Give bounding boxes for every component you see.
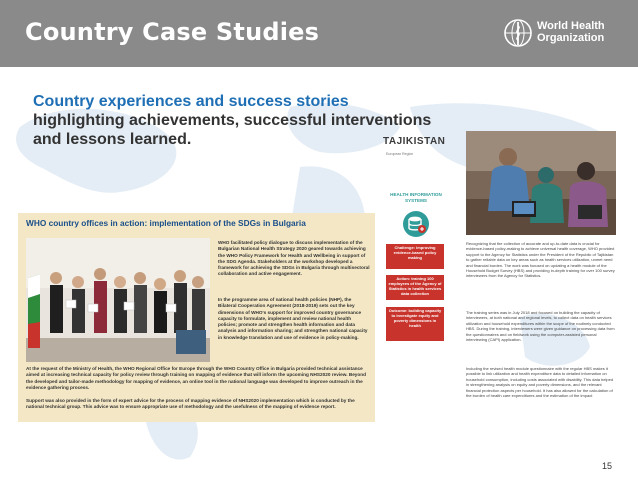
bulgaria-paragraph-4: Support was also provided in the form of expert advice for the process of mapping evidence of NHS2020 implementation which is conducted by the national technical group. This advice was to ensure appropriate use of methodology and the usefulness of the mapping of evidence report. — [26, 398, 355, 410]
lead-line-3: and lessons learned. — [33, 131, 192, 148]
bulgaria-title: WHO country offices in action: implementation of the SDGs in Bulgaria — [26, 218, 306, 228]
organization-name-line2: Organization — [537, 32, 605, 44]
bulgaria-paragraph-2: In the programme area of national health policies (NHP), the Bilateral Cooperation Agreement (2018-2019) sets out the key dimensions of WHO's support for improved country governance capacity to formulate, implement and review national health policies; promote and strengthen health information and data analysis and information sharing; and strengthen national capacity in knowledge translation and use of evidence in policy-making. — [218, 297, 368, 340]
bulgaria-paragraph-3: At the request of the Ministry of Health, the WHO Regional Office for Europe through the WHO Country Office in Bulgaria provided technical assistance aimed at increasing technical capacity for policy review through training on mapping of evidence that will inform the upcoming NHS2020 review. Beyond the developed and tailor-made methodology for mapping of evidence, an online tool in the national language was developed to improve outreach in the evidence gathering process. — [26, 366, 367, 390]
tajikistan-training-photo — [466, 131, 616, 235]
challenge-box: Challenge: improving evidence-based policy making — [386, 244, 444, 269]
his-title: HEALTH INFORMATION SYSTEMS — [390, 192, 442, 203]
slide-title: Country Case Studies — [25, 18, 320, 46]
organization-name — [537, 20, 605, 44]
bulgaria-workshop-photo — [26, 238, 210, 362]
tajikistan-title: TAJIKISTAN — [383, 136, 446, 147]
tajikistan-subtitle: European Region — [386, 152, 414, 156]
tajikistan-paragraph-3: Including the revised health module questionnaire with the regular HBS makes it possible to link utilization and health expenditure data to detailed information on household consumption, including costs associated with disability. This data helped in strengthening analysis on equity and poverty dimensions, and the relevant financial protection aspects per household. It has also allowed for the calculation of the burden of health care expenditures and the estimation of the impact — [466, 366, 614, 399]
outcome-box: Outcome: building capacity to investigate equity and poverty dimensions in health — [386, 307, 444, 341]
page-number: 15 — [602, 461, 613, 471]
tajikistan-paragraph-2: The training series was in July 2018 and focused on building the capacity of interviewers, at both national and regional levels, to collect data on health services utilization and household expenditures within the scope of the routinely conducted HBS. During the training, interviewers were given guidance on processing data from the questionnaires and on fieldwork using the computer-assisted personal interviewing (CAPI) application. — [466, 310, 615, 343]
lead-highlight: Country experiences and success stories — [33, 93, 349, 110]
action-box: Action: training 100 employees of the Agency of Statistics in health services data collection — [386, 275, 444, 300]
organization-name-line1: World Health — [537, 20, 605, 32]
slide-header — [0, 0, 638, 67]
tajikistan-paragraph-1: Recognizing that the collection of accurate and up-to-date data is crucial for evidence-based policy-making to achieve universal health coverage, WHO provided support to the Agency for Statistics under the President of the Republic of Tajikistan to gather reliable data on key areas such as health services utilization, unmet need and financial burden. The work was focused on updating a health module of the Household Budget Survey (HBS) and providing in-depth training for over 100 survey interviewers from the Agency for Statistics. — [466, 241, 615, 279]
who-emblem-icon — [503, 18, 533, 48]
lead-line-2: highlighting achievements, successful interventions — [33, 112, 432, 129]
database-icon — [402, 210, 430, 238]
bulgaria-paragraph-1: WHO facilitated policy dialogue to discuss implementation of the Bulgarian National Health Strategy 2020 geared towards achieving the WHO Policy Framework for Health and Wellbeing in support of the SDG Agenda. Stakeholders at the workshop developed a framework for achieving the SDGs in Bulgaria through multisectoral collaboration and active engagement. — [218, 240, 370, 277]
